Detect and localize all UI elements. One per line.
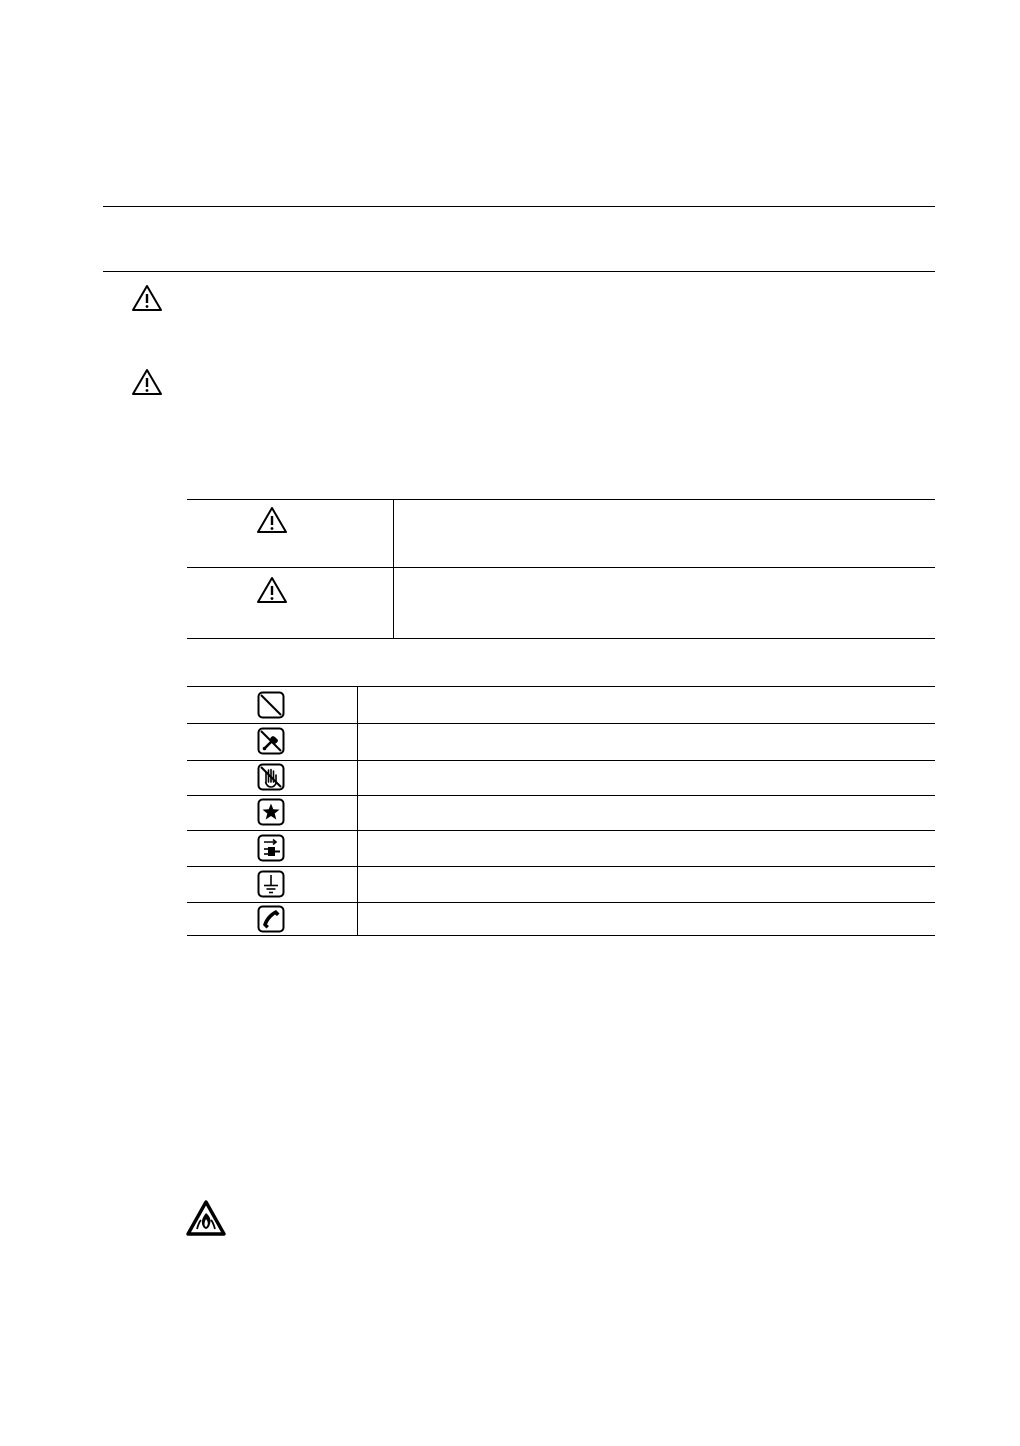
symbol-table-rule: [187, 723, 935, 724]
symbol-table-rule: [187, 866, 935, 867]
warning-triangle-icon: [131, 368, 163, 396]
warning-triangle-icon: [256, 506, 288, 534]
warning-table-bottom-rule: [187, 638, 935, 639]
symbol-table-rule: [187, 686, 935, 687]
symbol-table-rule: [187, 902, 935, 903]
do-not-touch-icon: [257, 763, 285, 791]
do-not-attempt-icon: [257, 691, 285, 719]
symbol-table-rule: [187, 760, 935, 761]
warning-table-top-rule: [187, 499, 935, 500]
unplug-power-icon: [257, 834, 285, 862]
warning-triangle-icon: [131, 284, 163, 312]
header-top-rule: [103, 206, 935, 207]
ground-icon: [257, 870, 285, 898]
warning-table-divider: [393, 499, 394, 639]
header-bottom-rule: [103, 271, 935, 272]
warning-table-mid-rule: [187, 567, 935, 568]
symbol-table-rule: [187, 795, 935, 796]
symbol-table-rule: [187, 830, 935, 831]
symbol-table-divider: [357, 686, 358, 936]
fire-hazard-icon: [186, 1200, 226, 1236]
do-not-disassemble-icon: [257, 727, 285, 755]
contact-service-icon: [257, 905, 285, 933]
symbol-table-rule: [187, 935, 935, 936]
warning-triangle-icon: [256, 576, 288, 604]
follow-directions-icon: [257, 798, 285, 826]
